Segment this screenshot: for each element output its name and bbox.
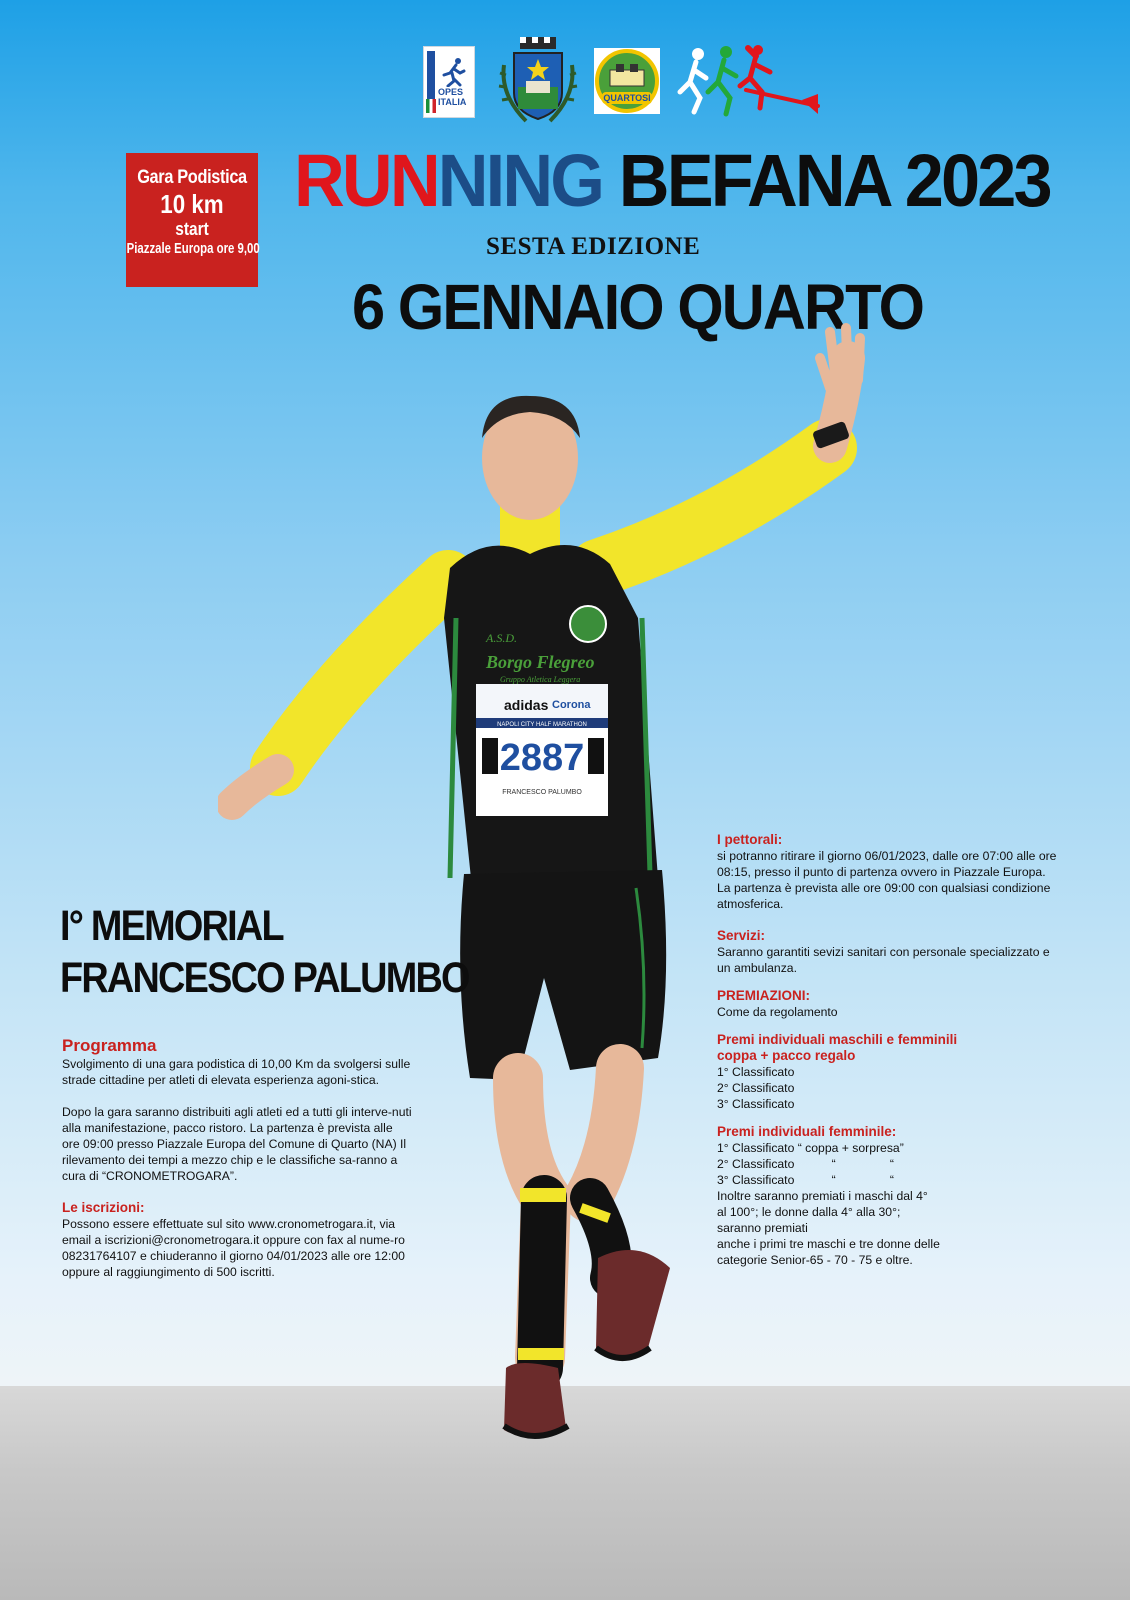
italy-flag-icon: [426, 99, 436, 113]
premi-f-note: anche i primi tre maschi e tre donne delle: [717, 1237, 940, 1251]
premi-f-item: 3° Classificato “ “: [717, 1173, 894, 1187]
opes-italia-logo: [423, 46, 475, 118]
programma-paragraph-1: Svolgimento di una gara podistica di 10,00 Km da svolgersi sulle strade cittadine per atleti di elevata esperienza agoni-stica.: [62, 1057, 411, 1087]
edition-subtitle: SESTA EDIZIONE: [486, 233, 701, 260]
memorial-line2: FRANCESCO PALUMBO: [60, 954, 469, 1002]
servizi-text: Saranno garantiti sevizi sanitari con personale specializzato e un ambulanza.: [717, 945, 1050, 975]
pettorali-text: si potranno ritirare il giorno 06/01/2023, dalle ore 07:00 alle ore 08:15, presso il punto di partenza ovvero in Piazzale Europa. La partenza è prevista alle ore 09:00 con qualsiasi condizione atmosferica.: [717, 849, 1057, 911]
running-witch-logo: [676, 42, 820, 124]
bib-number: 2887: [499, 737, 585, 779]
premi-mf-item: 2° Classificato: [717, 1081, 795, 1095]
club-name: Borgo Flegreo: [486, 652, 595, 672]
premi-mf-heading-1: Premi individuali maschili e femminili: [717, 1032, 958, 1047]
pettorali-heading: I pettorali:: [717, 832, 783, 847]
svg-text:QUARTOSI: QUARTOSI: [603, 93, 651, 103]
premi-f-heading: Premi individuali femminile:: [717, 1124, 897, 1139]
premi-f-note: Inoltre saranno premiati i maschi dal 4°: [717, 1189, 928, 1203]
premi-mf-item: 3° Classificato: [717, 1097, 795, 1111]
premi-mf-item: 1° Classificato: [717, 1065, 795, 1079]
bib-event: NAPOLI CITY HALF MARATHON: [497, 722, 587, 728]
memorial-line1: I° MEMORIAL: [60, 902, 283, 950]
programma-heading: Programma: [62, 1036, 157, 1055]
runner-icon: [440, 57, 468, 87]
premi-f-item: 1° Classificato “ coppa + sorpresa”: [717, 1141, 904, 1155]
race-start-location-label: Piazzale Europa ore 9,00: [126, 240, 260, 257]
club-abbrev: A.S.D.: [486, 631, 517, 645]
opes-logo-text: OPES ITALIA: [438, 87, 467, 107]
iscrizioni-heading: Le iscrizioni:: [62, 1200, 145, 1215]
premi-f-item: 2° Classificato “ “: [717, 1157, 894, 1171]
bib-sponsor-corona: Corona: [552, 699, 591, 711]
memorial-heading: [60, 900, 469, 1004]
race-type-label: Gara Podistica: [137, 167, 247, 188]
event-title: [294, 138, 1050, 223]
premi-f-note: categorie Senior-65 - 70 - 75 e oltre.: [717, 1253, 913, 1267]
premiazioni-text: Come da regolamento: [717, 1005, 838, 1019]
servizi-heading: Servizi:: [717, 928, 766, 943]
programma-paragraph-2: Dopo la gara saranno distribuiti agli atleti ed a tutti gli interve-nuti alla manifestazione, pacco ristoro. La partenza è prevista alle ore 09:00 presso Piazzale Europa del Comune di Quarto (NA) Il rilevamento dei tempi a mezzo chip e le classifiche sa-ranno a cura di “CRONOMETROGARA”.: [62, 1105, 412, 1183]
race-start-label: start: [175, 219, 209, 239]
program-section: [62, 1036, 412, 1280]
premi-f-note: al 100°; le donne dalla 4° alla 30°;: [717, 1205, 901, 1219]
quartosi-logo: [594, 48, 660, 114]
title-ning: NING: [437, 139, 603, 222]
bib-sponsor-adidas: adidas: [504, 697, 549, 713]
club-subtitle: Gruppo Atletica Leggera: [500, 675, 581, 684]
premi-f-note: saranno premiati: [717, 1221, 808, 1235]
title-befana-2023: BEFANA 2023: [602, 139, 1050, 222]
bib-runner-name: FRANCESCO PALUMBO: [502, 789, 582, 796]
info-section: [717, 832, 1057, 1268]
premiazioni-heading: PREMIAZIONI:: [717, 988, 810, 1003]
race-distance-label: 10 km: [160, 189, 224, 219]
event-date-place: 6 GENNAIO QUARTO: [352, 271, 924, 343]
title-run: RUN: [294, 139, 438, 222]
race-info-box: [126, 153, 258, 287]
sponsor-logos: [0, 40, 1130, 130]
iscrizioni-text: Possono essere effettuate sul sito www.cronometrogara.it, via email a iscrizioni@cronometrogara.it oppure con fax al nume-ro 08231764107 e chiuderanno il giorno 04/01/2023 alle ore 12:00 oppure al raggiungimento di 500 iscritti.: [62, 1217, 405, 1279]
premi-mf-heading-2: coppa + pacco regalo: [717, 1048, 856, 1063]
municipal-crest-logo: [496, 35, 580, 127]
